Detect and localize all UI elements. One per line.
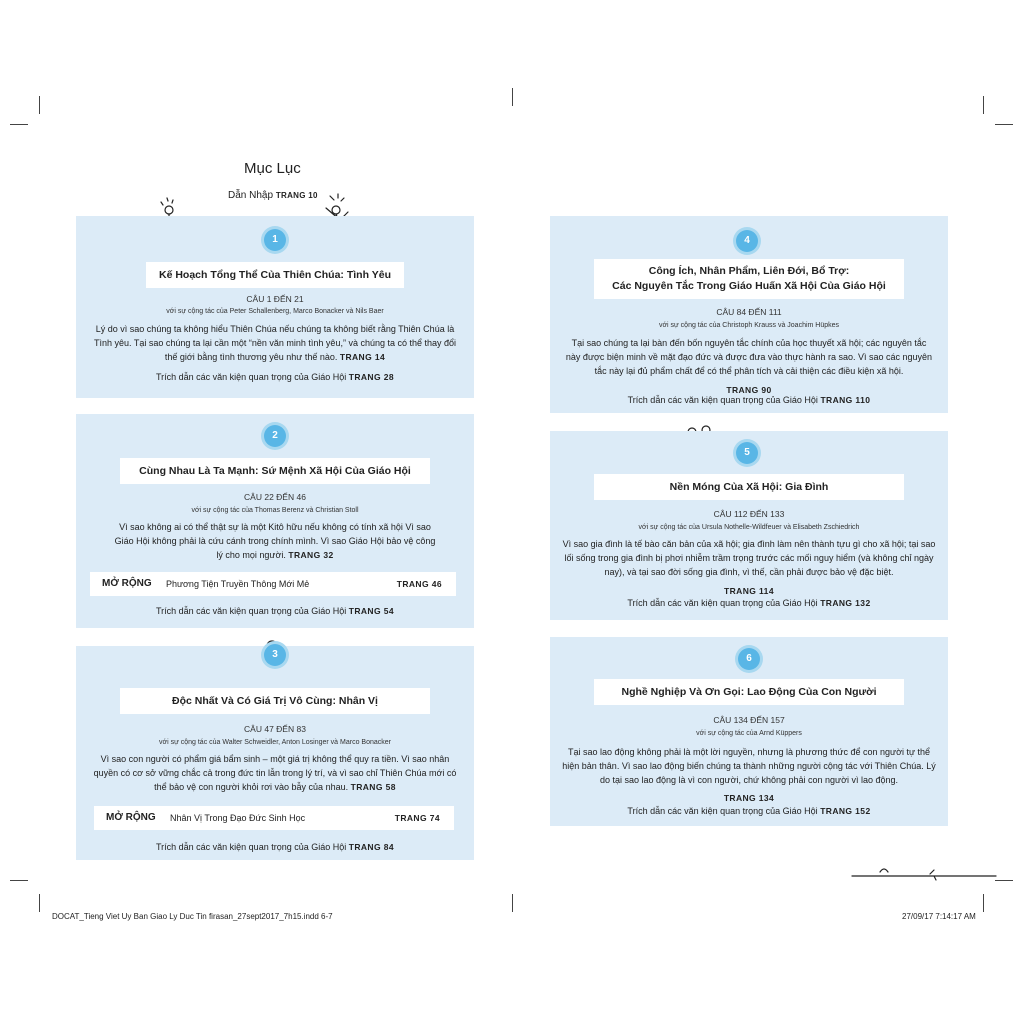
citations-page: TRANG 152 (820, 806, 871, 816)
description-text: Lý do vì sao chúng ta không hiểu Thiên Chúa nếu chúng ta không biết rằng Thiên Chúa là Tình yêu. Tại sao chúng ta lại cần một “nền văn minh tình yêu,” và chúng ta có thể thay đổi thế giới bằng tình thương yêu như thế nào. (93, 324, 457, 362)
chapter-questions: CÂU 47 ĐẾN 83 (244, 724, 306, 734)
footer-date: 27/09/17 7:14:17 AM (902, 912, 976, 921)
crop-mark (512, 894, 513, 912)
chapter-card[interactable] (76, 216, 474, 398)
chapter-number-badge: 1 (264, 229, 286, 251)
description-page[interactable]: TRANG 14 (339, 352, 386, 362)
chapter-title-line2: Các Nguyên Tắc Trong Giáo Huấn Xã Hội Của Giáo Hội (612, 280, 886, 292)
chapter-title[interactable]: Cùng Nhau Là Ta Mạnh: Sứ Mệnh Xã Hội Của Giáo Hội (120, 458, 430, 484)
chapter-questions: CÂU 22 ĐẾN 46 (244, 492, 306, 502)
crop-mark (512, 88, 513, 106)
description-page[interactable]: TRANG 134 (723, 793, 775, 803)
ornament-line-icon (850, 866, 1000, 886)
chapter-number-badge: 3 (264, 644, 286, 666)
citations-text: Trích dẫn các văn kiện quan trọng của Giáo Hội (155, 372, 347, 382)
chapter-description: Vì sao gia đình là tế bào căn bản của xã hội; gia đình làm nên thành tựu gì cho xã hội; tại sao lối sống trong gia đình bị phơi nhiễm trầm trọng trước các mối nguy hiểm (và không chỉ ngày nay), và tại sao đời sống gia đình, vì thế, cần phải được bảo vệ đặc biệt. (562, 539, 936, 577)
description-text: Vì sao con người có phẩm giá bẩm sinh – một giá trị không thể quy ra tiền. Vì sao nhân quyền có cơ sở vững chắc cả trong đức tin lẫn trong lý trí, và vì sao chỉ Thiên Chúa mới có thể bảo vệ con người khỏi rơi vào bẫy của nhau. (93, 754, 457, 792)
chapter-title[interactable]: Nghề Nghiệp Và Ơn Gọi: Lao Động Của Con Người (594, 679, 904, 705)
chapter-title-line1: Công Ích, Nhân Phẩm, Liên Đới, Bổ Trợ: (648, 265, 850, 277)
crop-mark (39, 96, 40, 114)
chapter-authors: với sự cộng tác của Peter Schallenberg, Marco Bonacker và Nils Baer (166, 308, 384, 315)
chapter-number-badge: 5 (736, 442, 758, 464)
crop-mark (995, 124, 1013, 125)
citations-text: Trích dẫn các văn kiện quan trọng của Giáo Hội (627, 806, 818, 816)
citations-entry[interactable] (550, 598, 948, 608)
citations-page: TRANG 84 (348, 842, 395, 852)
chapter-card[interactable] (76, 414, 474, 628)
chapter-title[interactable]: Nền Móng Của Xã Hội: Gia Đình (594, 474, 904, 500)
citations-entry[interactable] (76, 606, 474, 616)
chapter-authors: với sự cộng tác của Walter Schweidler, Anton Losinger và Marco Bonacker (159, 739, 391, 746)
extension-title: Phương Tiện Truyền Thông Mới Mẻ (166, 579, 310, 589)
description-page-line (550, 788, 948, 806)
chapter-number-badge: 2 (264, 425, 286, 447)
citations-text: Trích dẫn các văn kiện quan trọng của Giáo Hội (155, 606, 347, 616)
description-page[interactable]: TRANG 58 (350, 782, 396, 792)
crop-mark (983, 96, 984, 114)
citations-page: TRANG 132 (820, 598, 871, 608)
extension-label: MỞ RỘNG (102, 578, 152, 589)
chapter-description (88, 752, 462, 794)
crop-mark (39, 894, 40, 912)
citations-page: TRANG 110 (820, 395, 871, 405)
chapter-description: Tại sao chúng ta lại bàn đến bốn nguyên tắc chính của học thuyết xã hội; các nguyên tắc này được biện minh về mặt đạo đức và được đưa vào thực hành ra sao. Vì sao các nguyên tắc này lại đủ phẩm chất để có thể phân tích và cải thiện các điều kiện xã hội. (565, 338, 933, 376)
chapter-card[interactable] (550, 431, 948, 620)
citations-text: Trích dẫn các văn kiện quan trọng của Giáo Hội (627, 395, 818, 405)
intro-page: TRANG 10 (275, 191, 318, 200)
citations-text: Trích dẫn các văn kiện quan trọng của Giáo Hội (627, 598, 818, 608)
chapter-card[interactable] (76, 646, 474, 860)
extension-entry[interactable] (90, 572, 456, 596)
description-page-line (550, 581, 948, 599)
extension-entry[interactable] (94, 806, 454, 830)
chapter-questions: CÂU 112 ĐẾN 133 (713, 509, 785, 519)
crop-mark (10, 880, 28, 881)
chapter-questions: CÂU 134 ĐẾN 157 (713, 715, 785, 725)
citations-page: TRANG 28 (348, 372, 395, 382)
crop-mark (983, 894, 984, 912)
intro-entry[interactable] (228, 190, 318, 201)
citations-entry[interactable] (550, 806, 948, 816)
extension-title: Nhân Vị Trong Đạo Đức Sinh Học (170, 813, 306, 823)
chapter-title[interactable]: Kế Hoạch Tổng Thể Của Thiên Chúa: Tình Yêu (146, 262, 404, 288)
extension-label: MỞ RỘNG (106, 812, 156, 823)
chapter-description (112, 520, 438, 562)
chapter-title[interactable] (594, 259, 904, 299)
footer-filename: DOCAT_Tieng Viet Uy Ban Giao Ly Duc Tin firasan_27sept2017_7h15.indd 6-7 (52, 912, 333, 921)
description-text: Vì sao không ai có thể thật sự là một Kitô hữu nếu không có tính xã hội Vì sao Giáo Hội không phải là cứu cánh trong chính mình. Vì sao Giáo Hội bảo vệ công lý cho mọi người. (114, 522, 436, 560)
extension-page: TRANG 74 (394, 813, 440, 823)
citations-page: TRANG 54 (348, 606, 395, 616)
chapter-questions: CÂU 1 ĐẾN 21 (246, 294, 304, 304)
extension-page: TRANG 46 (396, 579, 442, 589)
chapter-questions: CÂU 84 ĐẾN 111 (716, 307, 782, 317)
chapter-authors: với sự cộng tác của Thomas Berenz và Christian Stoll (191, 507, 359, 514)
chapter-description: Tại sao lao động không phải là một lời nguyền, nhưng là phương thức để con người tự thể hiện bản thân. Vì sao lao động biến chúng ta thành những người cộng tác với Thiên Chúa. Lý do tại sao lao động là vì con người, chứ không phải con người vì lao động. (562, 747, 936, 785)
citations-entry[interactable] (76, 842, 474, 852)
description-page[interactable]: TRANG 90 (726, 385, 772, 395)
chapter-number-badge: 6 (738, 648, 760, 670)
chapter-title[interactable]: Độc Nhất Và Có Giá Trị Vô Cùng: Nhân Vị (120, 688, 430, 714)
description-page[interactable]: TRANG 32 (288, 550, 334, 560)
page-title: Mục Lục (244, 160, 301, 177)
chapter-authors: với sự cộng tác của Ursula Nothelle-Wildfeuer và Elisabeth Zschiedrich (638, 524, 860, 531)
citations-text: Trích dẫn các văn kiện quan trọng của Giáo Hội (155, 842, 347, 852)
description-page[interactable]: TRANG 114 (724, 586, 774, 596)
chapter-authors: với sự cộng tác của Arnd Küppers (696, 730, 802, 737)
chapter-card[interactable] (550, 637, 948, 826)
chapter-authors: với sự cộng tác của Christoph Krauss và Joachim Hüpkes (658, 322, 840, 329)
citations-entry[interactable] (76, 372, 474, 382)
chapter-card[interactable] (550, 216, 948, 413)
citations-entry[interactable] (550, 395, 948, 405)
chapter-description (88, 322, 462, 364)
intro-label: Dẫn Nhập (228, 190, 274, 201)
chapter-number-badge: 4 (736, 230, 758, 252)
crop-mark (10, 124, 28, 125)
